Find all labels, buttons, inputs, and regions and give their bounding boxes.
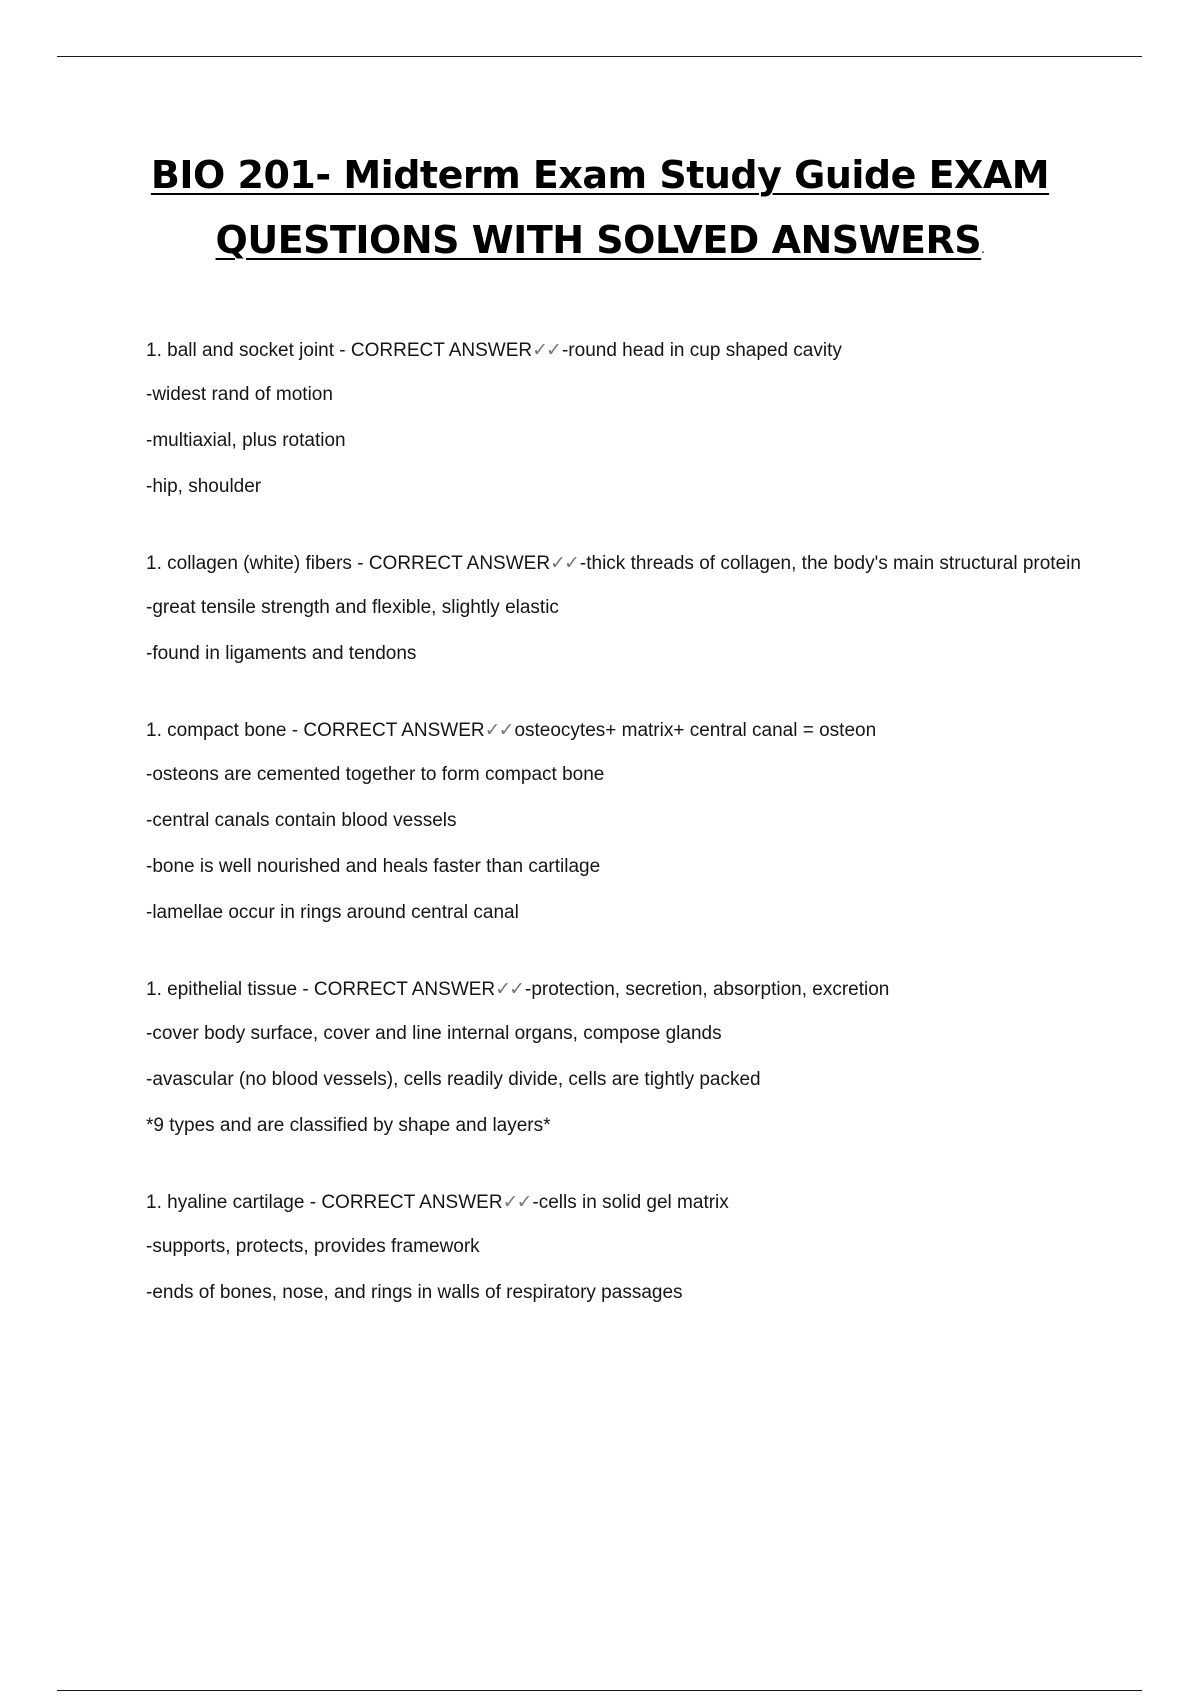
check-marks-icon: ✓✓ xyxy=(550,553,578,574)
qa-answer-line: -multiaxial, plus rotation xyxy=(146,430,346,451)
bottom-rule xyxy=(57,1690,1142,1691)
top-rule xyxy=(57,56,1142,57)
title-trailing-dot: . xyxy=(981,242,985,256)
title-line-2: QUESTIONS WITH SOLVED ANSWERS xyxy=(215,218,982,262)
title-line-1: BIO 201- Midterm Exam Study Guide EXAM xyxy=(150,153,1050,197)
qa-question-line xyxy=(146,1188,1081,1217)
qa-question-line xyxy=(146,975,1081,1004)
qa-answer-first: -round head in cup shaped cavity xyxy=(561,340,842,361)
qa-answer-line: -ends of bones, nose, and rings in walls of respiratory passages xyxy=(146,1282,683,1303)
qa-question-prefix: 1. collagen (white) fibers - CORRECT ANSWER xyxy=(146,553,551,574)
qa-item-ball-socket-joint xyxy=(146,336,1081,501)
qa-item-hyaline-cartilage xyxy=(146,1188,1081,1307)
check-marks-icon: ✓✓ xyxy=(495,979,523,1000)
qa-question-prefix: 1. compact bone - CORRECT ANSWER xyxy=(146,720,485,741)
qa-answer-line: -great tensile strength and flexible, slightly elastic xyxy=(146,597,559,618)
qa-answer-line: -central canals contain blood vessels xyxy=(146,810,457,831)
qa-answer-line: -found in ligaments and tendons xyxy=(146,643,417,664)
qa-question-prefix: 1. epithelial tissue - CORRECT ANSWER xyxy=(146,979,496,1000)
document-title xyxy=(100,143,1100,282)
qa-answer-first: -cells in solid gel matrix xyxy=(532,1192,729,1213)
qa-question-line xyxy=(146,549,1081,578)
qa-answer-line: -widest rand of motion xyxy=(146,384,333,405)
qa-answer-first: -protection, secretion, absorption, excretion xyxy=(525,979,890,1000)
qa-list xyxy=(146,336,1081,1355)
qa-question-prefix: 1. ball and socket joint - CORRECT ANSWER xyxy=(146,340,533,361)
qa-item-compact-bone xyxy=(146,716,1081,927)
qa-answer-line: -avascular (no blood vessels), cells readily divide, cells are tightly packed xyxy=(146,1069,761,1090)
qa-answer-first: osteocytes+ matrix+ central canal = osteon xyxy=(514,720,877,741)
qa-question-prefix: 1. hyaline cartilage - CORRECT ANSWER xyxy=(146,1192,503,1213)
qa-answer-line: -hip, shoulder xyxy=(146,476,262,497)
qa-answer-line: -bone is well nourished and heals faster than cartilage xyxy=(146,856,601,877)
qa-answer-line: -supports, protects, provides framework xyxy=(146,1236,480,1257)
qa-question-line xyxy=(146,716,1081,745)
qa-item-collagen-fibers xyxy=(146,549,1081,668)
check-marks-icon: ✓✓ xyxy=(484,720,513,741)
check-marks-icon: ✓✓ xyxy=(502,1192,531,1213)
qa-answer-line: *9 types and are classified by shape and layers* xyxy=(146,1115,551,1136)
qa-answer-first: -thick threads of collagen, the body's main structural protein xyxy=(579,553,1081,574)
qa-answer-line: -lamellae occur in rings around central canal xyxy=(146,902,519,923)
qa-answer-line: -osteons are cemented together to form compact bone xyxy=(146,764,605,785)
qa-item-epithelial-tissue xyxy=(146,975,1081,1140)
qa-answer-line: -cover body surface, cover and line internal organs, compose glands xyxy=(146,1023,722,1044)
qa-question-line xyxy=(146,336,1081,365)
check-marks-icon: ✓✓ xyxy=(532,340,560,361)
